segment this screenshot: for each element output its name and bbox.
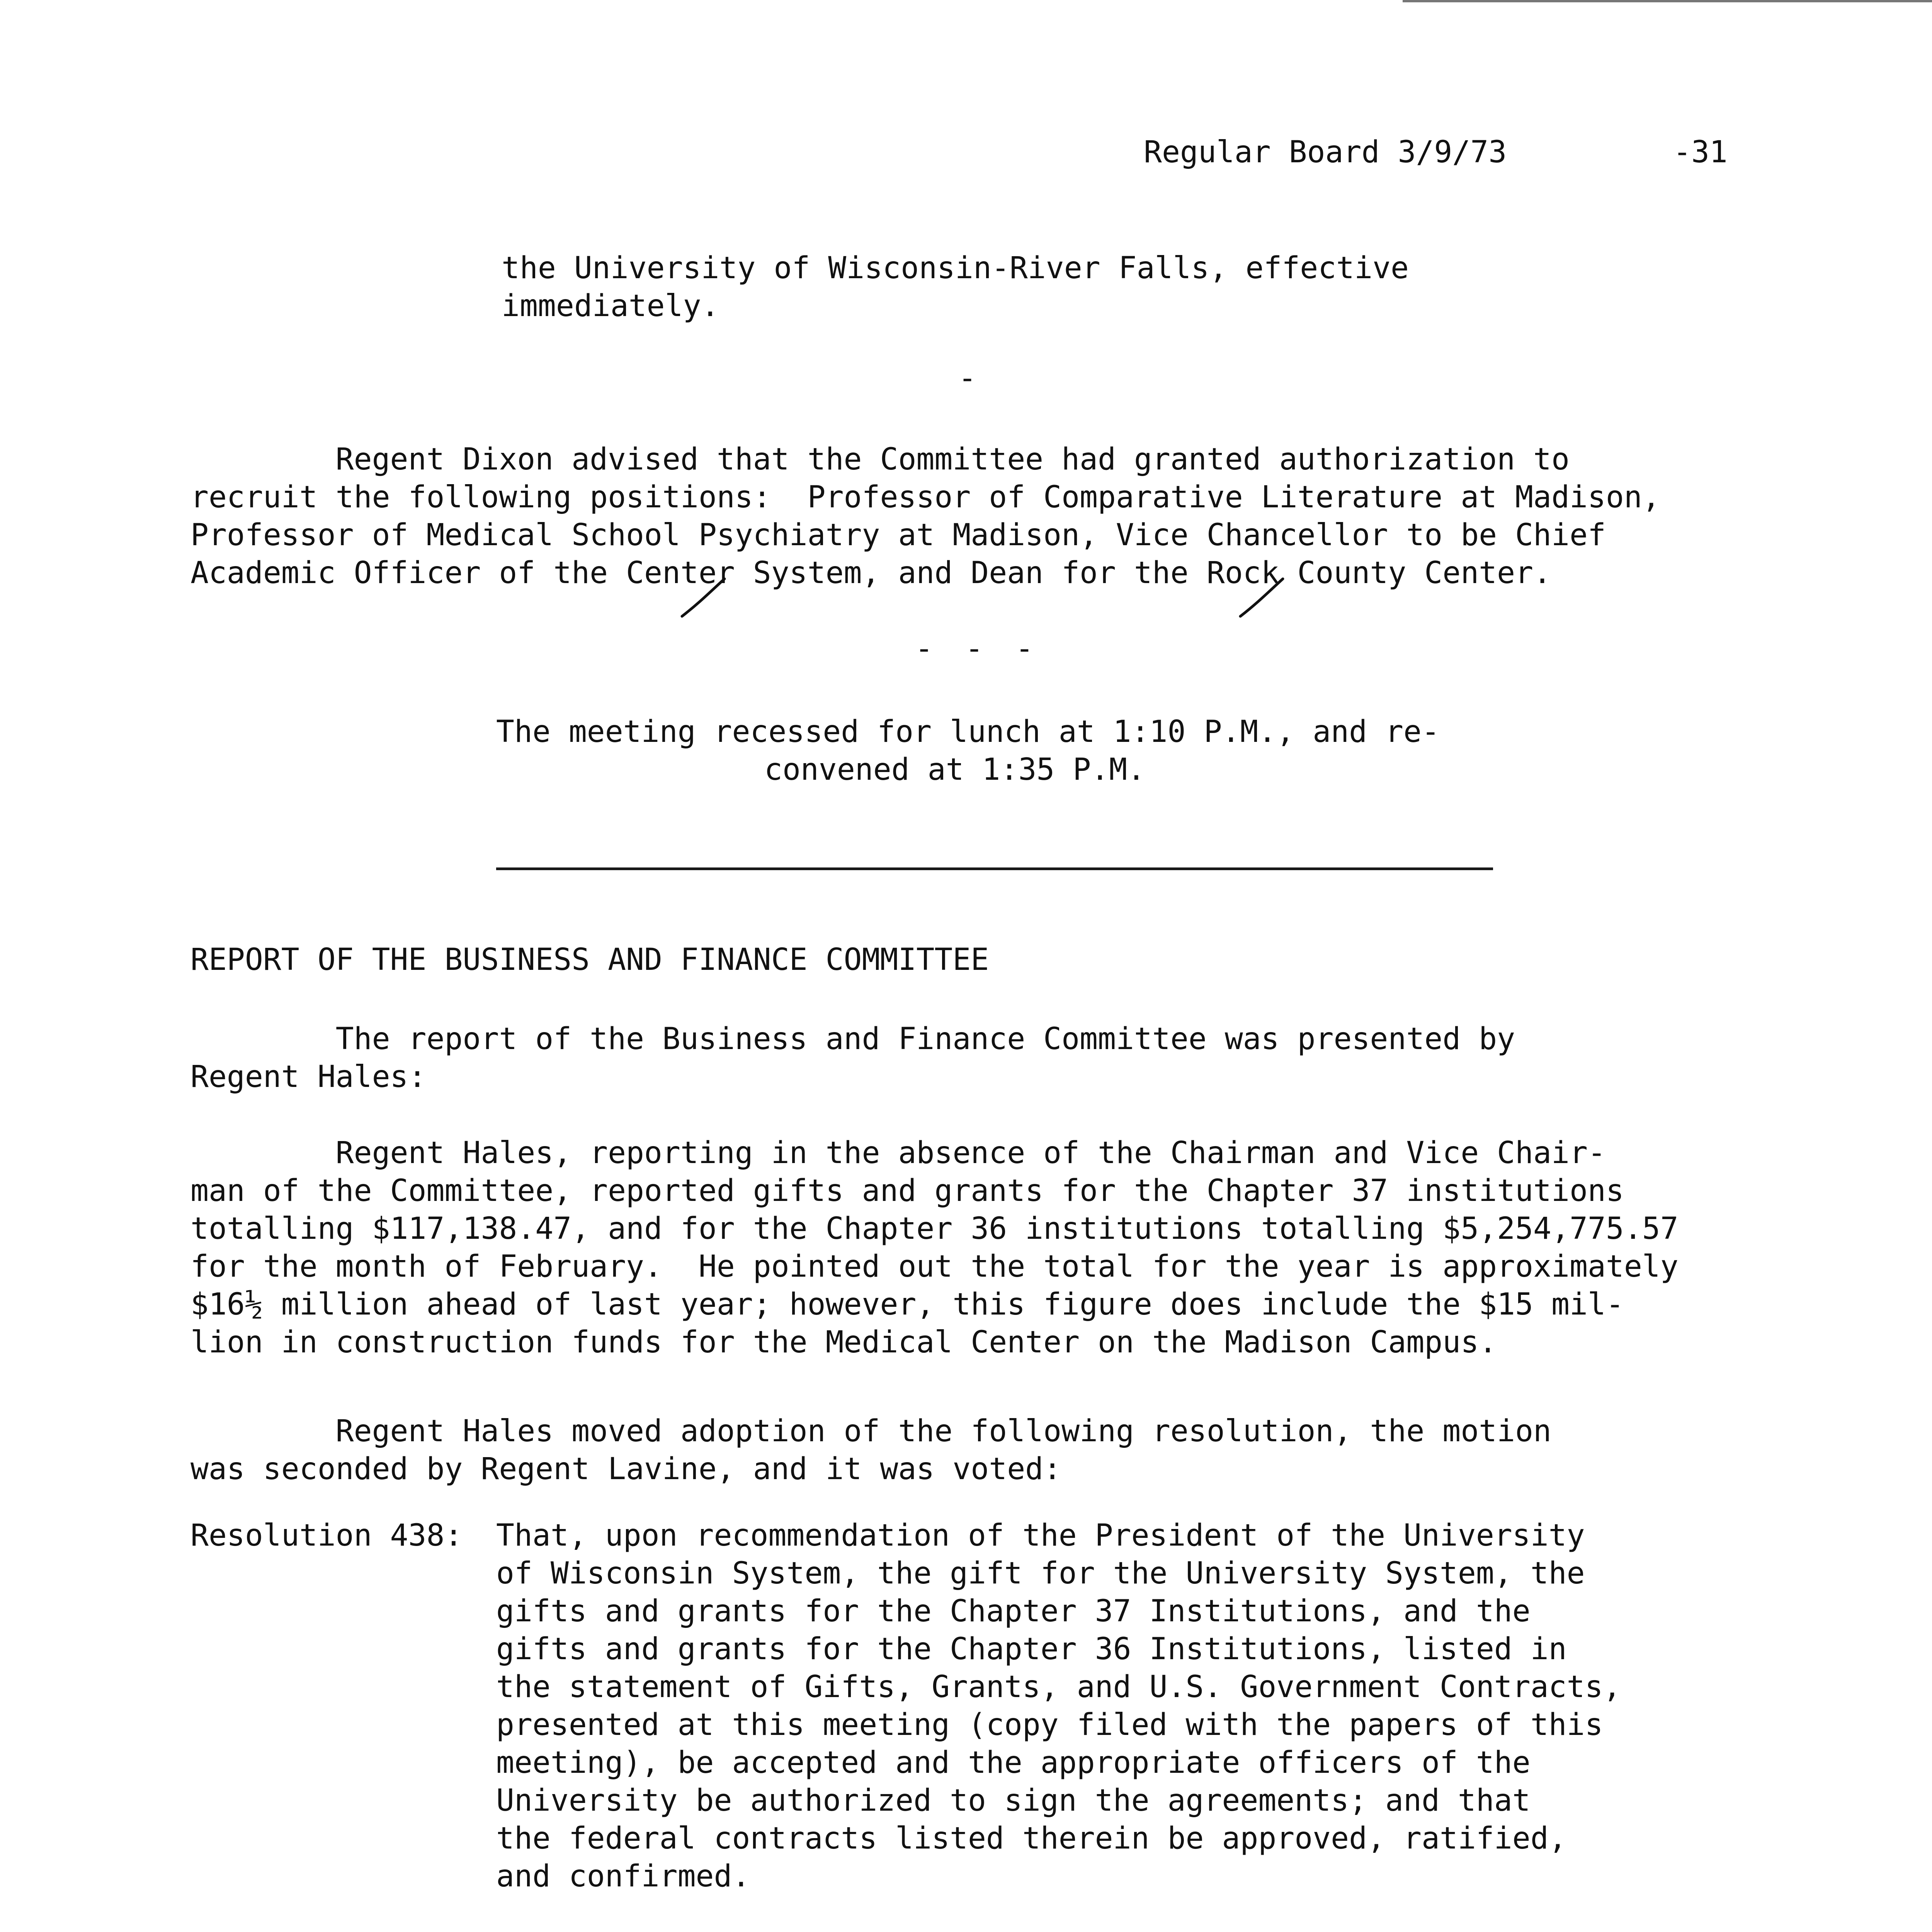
resolution-text: That, upon recommendation of the President of the University of Wisconsin System, the gift for the University System, the gifts and grants for the Chapter 37 Institutions, and the gifts and grants for the Chapter 36 Institutions, listed in the statement of Gifts, Grants, and U.S. Government Contracts, presented at this meeting (copy filed with the papers of this meeting), be accepted and the appropriate officers of the University be authorized to sign the agreements; and that the federal contracts listed therein be approved, ratified, and confirmed. [496, 1518, 1621, 1894]
paragraph-motion: Regent Hales moved adoption of the following resolution, the motion was seconded by Regent Lavine, and it was voted: [190, 1414, 1551, 1486]
paragraph-continuation: the University of Wisconsin-River Falls, effective immediately. [502, 251, 1409, 323]
scan-edge-line [1403, 0, 1932, 2]
resolution-label: Resolution 438: [190, 1518, 463, 1553]
section-separator: - [958, 361, 976, 396]
page-header-title: Regular Board 3/9/73 [1144, 135, 1507, 170]
paragraph-report-presented: The report of the Business and Finance Committee was presented by Regent Hales: [190, 1022, 1515, 1094]
section-heading: REPORT OF THE BUSINESS AND FINANCE COMMITTEE [190, 942, 989, 977]
paragraph-recruit-positions: Regent Dixon advised that the Committee had granted authorization to recruit the following positions: Professor of Comparative Literature at Madison, Professor of Medical School Psychiatry at Madison, Vice Chancellor to be Chief Academic Officer of the Center System, and Dean for the Rock County Center. [190, 442, 1660, 590]
recess-note-line1: The meeting recessed for lunch at 1:10 P.M., and re- [496, 714, 1440, 749]
pen-strike-icon [680, 576, 726, 618]
paragraph-gifts-grants: Regent Hales, reporting in the absence of the Chairman and Vice Chair- man of the Committee, reported gifts and grants for the Chapter 37 institutions totalling $117,138.47, and for the Chapter 36 institutions totalling $5,254,775.57 for the month of February. He pointed out the total for the year is approximately $16½ million ahead of last year; however, this figure does include the $15 mil- lion in construction funds for the Medical Center on the Madison Campus. [190, 1136, 1679, 1360]
section-separator: - - - [915, 631, 1041, 666]
page-header-number: -31 [1673, 135, 1728, 170]
recess-note-line2: convened at 1:35 P.M. [764, 752, 1146, 787]
pen-strike-icon [1238, 576, 1285, 618]
horizontal-rule [496, 867, 1493, 870]
